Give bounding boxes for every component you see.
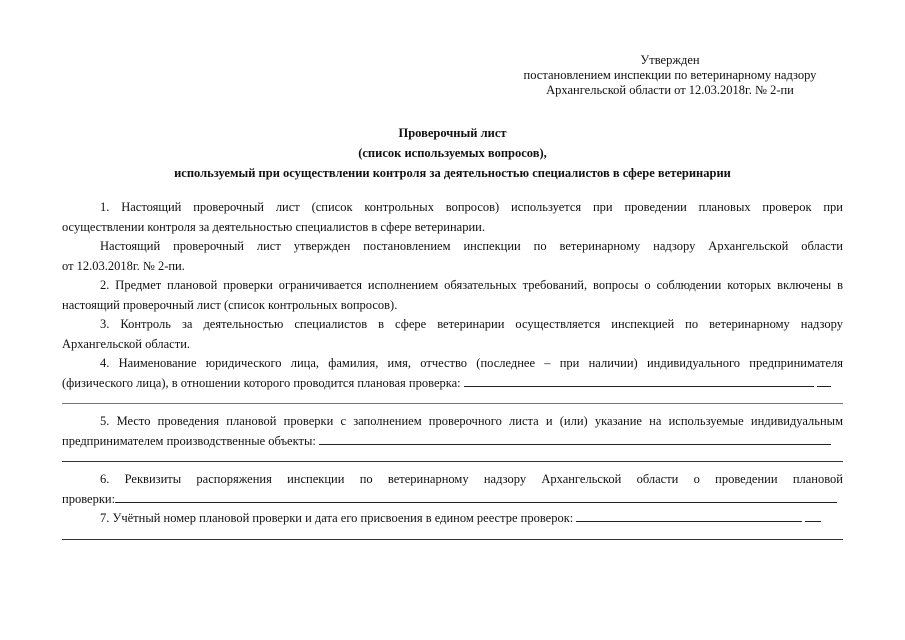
legal-entity-fill-line[interactable] [464, 374, 814, 387]
registry-number-fill-line[interactable] [576, 509, 802, 522]
field-label-location: предпринимателем производственные объекты: [62, 433, 316, 448]
approval-block [470, 53, 870, 98]
field-label-legal-entity: (физического лица), в отношении которого проводится плановая проверка: [62, 375, 461, 390]
paragraph-line [62, 432, 843, 452]
approval-line-2: постановлением инспекции по ветеринарному надзору [523, 68, 817, 82]
legal-entity-fill-line-end[interactable] [817, 374, 831, 387]
paragraph-line: осуществлении контроля за деятельностью специалистов в сфере ветеринарии. [62, 219, 485, 234]
field-label-registry-number: 7. Учётный номер плановой проверки и дата его присвоения в едином реестре проверок: [100, 511, 574, 525]
approval-line-1: Утвержден [640, 53, 700, 67]
field-label-order-details: проверки: [62, 491, 116, 506]
paragraph-1 [62, 198, 843, 237]
paragraph-8 [62, 509, 843, 529]
paragraph-line [62, 509, 843, 529]
fill-line-legal-entity-continued[interactable] [62, 403, 843, 404]
fill-line-registry-continued[interactable] [62, 539, 843, 540]
location-fill-line-end[interactable] [677, 432, 831, 445]
paragraph-line: 5. Место проведения плановой проверки с заполнением проверочного листа и (или) указание на используемые индивидуальным [100, 414, 843, 428]
paragraph-6 [62, 412, 843, 451]
paragraph-3 [62, 276, 843, 315]
paragraph-line [62, 374, 843, 394]
paragraph-line [62, 490, 843, 510]
paragraph-2 [62, 237, 843, 276]
paragraph-line: 2. Предмет плановой проверки ограничивается исполнением обязательных требований, вопросы о соблюдении которых включены в [100, 278, 843, 292]
paragraph-line: 6. Реквизиты распоряжения инспекции по ветеринарному надзору Архангельской области о проведении плановой [100, 472, 843, 486]
title-line-2: (список используемых вопросов), [358, 146, 547, 160]
order-details-fill-line-end[interactable] [360, 490, 837, 503]
location-fill-line[interactable] [319, 432, 677, 445]
title-line-3: используемый при осуществлении контроля за деятельностью специалистов в сфере ветеринарии [174, 166, 731, 180]
paragraph-5 [62, 354, 843, 393]
order-details-fill-line[interactable] [115, 490, 360, 503]
document-title [60, 123, 845, 183]
registry-number-fill-line-end[interactable] [805, 509, 821, 522]
title-line-1: Проверочный лист [398, 126, 507, 140]
paragraph-7 [62, 470, 843, 509]
paragraph-line: 3. Контроль за деятельностью специалистов в сфере ветеринарии осуществляется инспекцией по ветеринарному надзору [100, 317, 843, 331]
paragraph-line: Архангельской области. [62, 336, 191, 351]
paragraph-line: настоящий проверочный лист (список контрольных вопросов). [62, 297, 398, 312]
document-body [62, 198, 843, 548]
paragraph-line: от 12.03.2018г. № 2-пи. [62, 258, 185, 273]
paragraph-line: 1. Настоящий проверочный лист (список контрольных вопросов) используется при проведении плановых проверок при [100, 200, 843, 214]
paragraph-line: Настоящий проверочный лист утвержден постановлением инспекции по ветеринарному надзору Архангельской области [100, 239, 843, 253]
fill-line-location-continued[interactable] [62, 461, 843, 462]
paragraph-4 [62, 315, 843, 354]
paragraph-line: 4. Наименование юридического лица, фамилия, имя, отчество (последнее – при наличии) индивидуального предпринимателя [100, 356, 843, 370]
approval-line-3: Архангельской области от 12.03.2018г. № 2-пи [546, 83, 794, 97]
